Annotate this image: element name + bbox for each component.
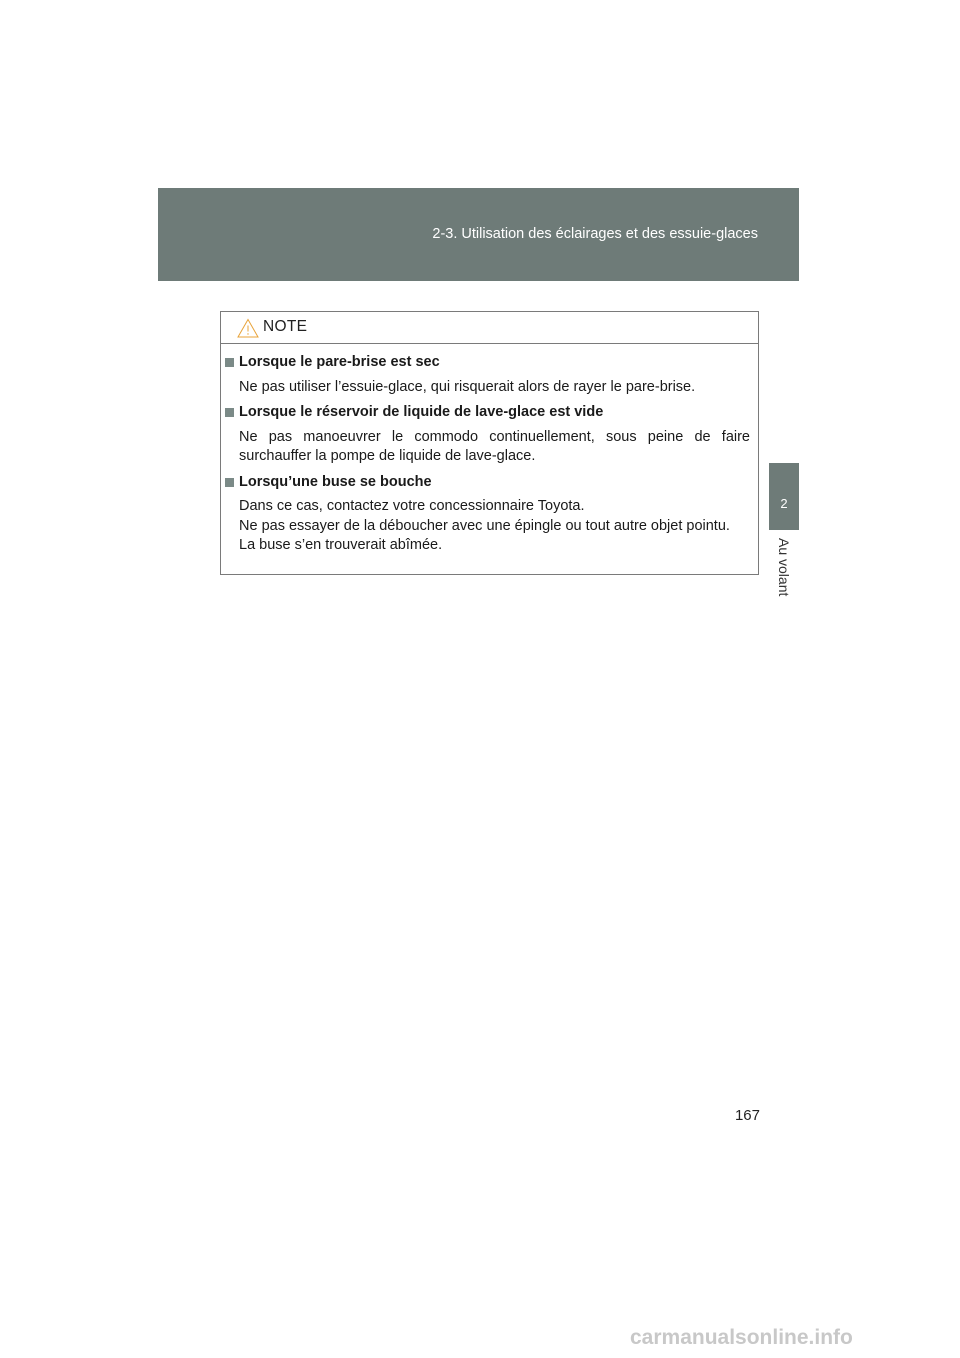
section-text xyxy=(225,428,750,467)
square-bullet-icon xyxy=(225,358,234,367)
text-line: Dans ce cas, contactez votre concessionnaire Toyota. xyxy=(239,498,585,514)
section-heading-text: Lorsque le pare-brise est sec xyxy=(239,354,440,370)
section-heading-text: Lorsque le réservoir de liquide de lave-glace est vide xyxy=(239,404,604,420)
section-title: 2-3. Utilisation des éclairages et des essuie-glaces xyxy=(432,226,758,242)
section-text xyxy=(225,497,750,556)
note-title: NOTE xyxy=(263,318,308,335)
section-heading xyxy=(225,473,750,493)
page-number: 167 xyxy=(734,1107,760,1124)
chapter-tab xyxy=(769,463,799,530)
note-header xyxy=(221,312,758,344)
section-heading-text: Lorsqu’une buse se bouche xyxy=(239,473,432,490)
square-bullet-icon xyxy=(225,478,234,487)
square-bullet-icon xyxy=(225,408,234,417)
section-heading xyxy=(225,353,750,373)
section-text xyxy=(225,378,750,398)
warning-triangle-icon xyxy=(237,318,259,338)
chapter-number: 2 xyxy=(780,496,788,511)
text-line: Ne pas utiliser l’essuie-glace, qui risquerait alors de rayer le pare-brise. xyxy=(239,378,696,395)
section-header-band xyxy=(158,188,799,281)
chapter-label: Au volant xyxy=(776,538,792,597)
watermark: carmanualsonline.info xyxy=(630,1326,853,1349)
note-box xyxy=(220,311,759,575)
section-heading xyxy=(225,403,750,423)
text-line: La buse s’en trouverait abîmée. xyxy=(239,537,443,553)
note-body xyxy=(221,344,758,556)
text-line: Ne pas manoeuvrer le commodo continuellement, sous peine de faire surchauffer la pompe de liquide de lave-glace. xyxy=(239,428,750,464)
text-line: Ne pas essayer de la déboucher avec une épingle ou tout autre objet pointu. xyxy=(239,517,730,534)
